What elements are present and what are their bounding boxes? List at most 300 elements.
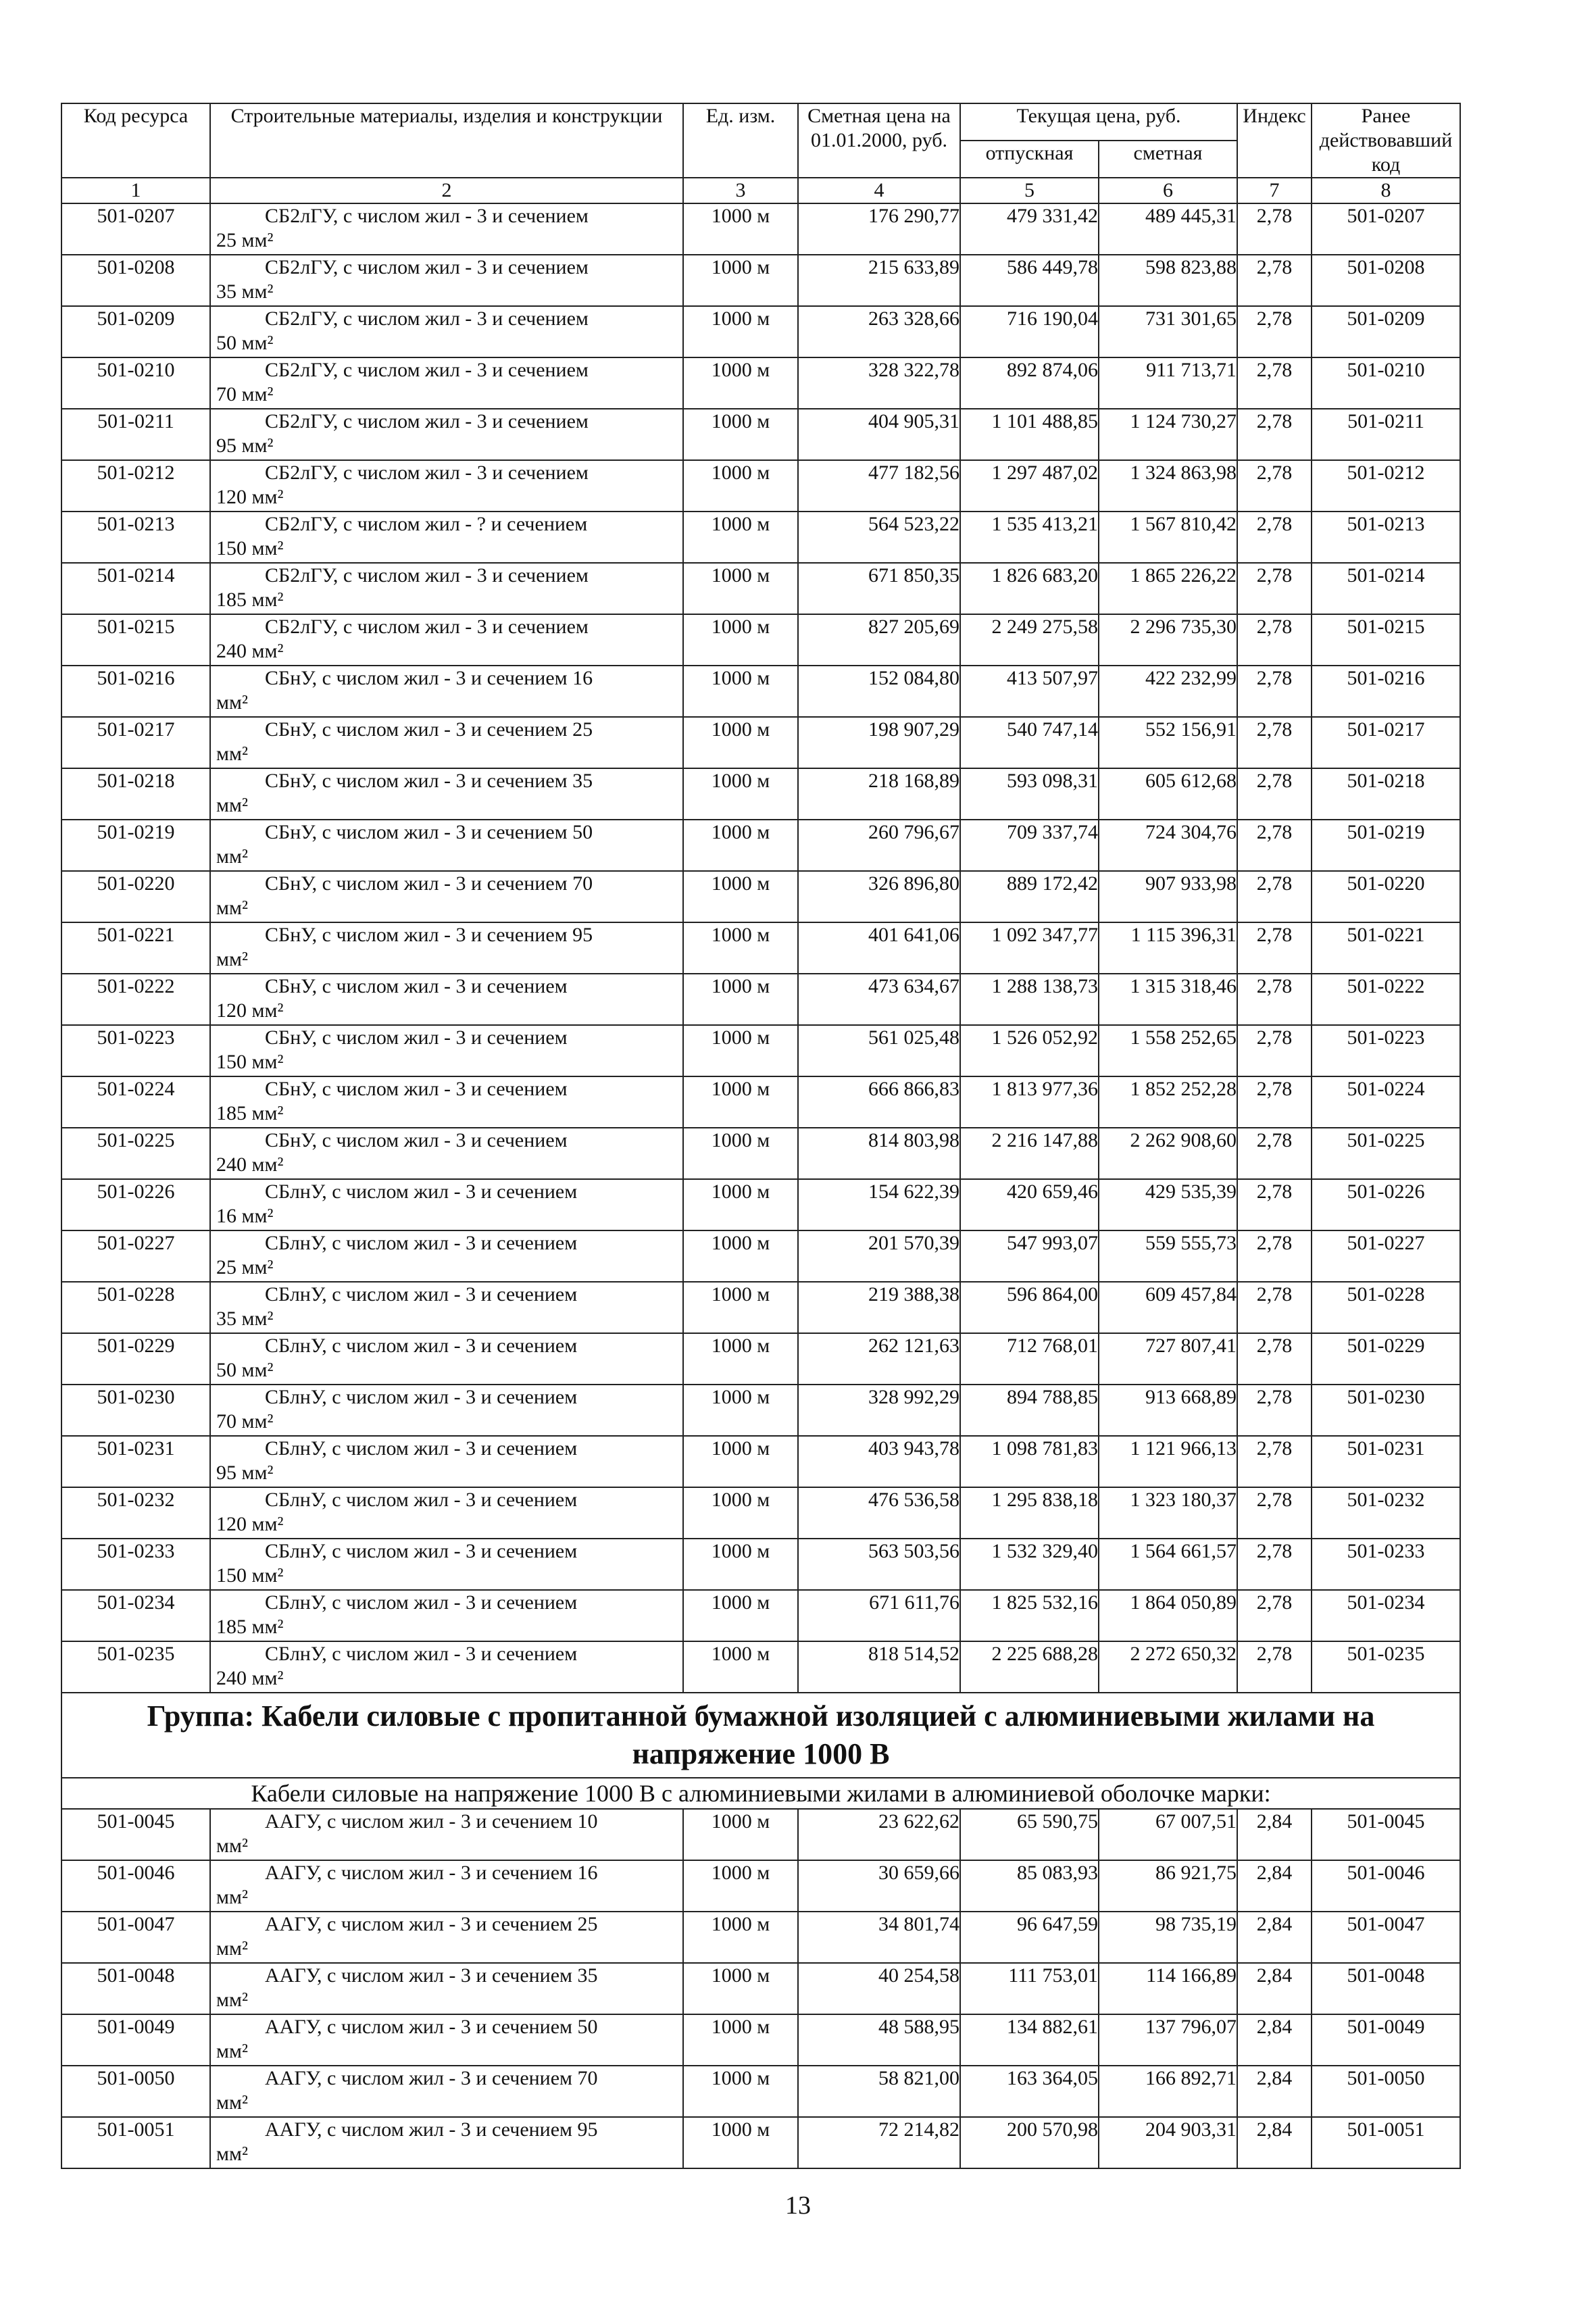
estimate-price-cell: 1 864 050,89 (1099, 1590, 1237, 1641)
description-section-size: 16 мм² (216, 1205, 274, 1227)
unit-cell: 1000 м (683, 1860, 798, 1912)
description-section-size: мм² (216, 1937, 248, 1960)
unit-cell: 1000 м (683, 512, 798, 563)
description-section-size: 120 мм² (216, 999, 284, 1022)
resource-code-cell: 501-0230 (61, 1385, 210, 1436)
estimate-price-cell: 1 558 252,65 (1099, 1025, 1237, 1076)
index-cell: 2,78 (1237, 460, 1312, 512)
column-number: 5 (960, 178, 1099, 203)
index-cell: 2,78 (1237, 1641, 1312, 1693)
estimate-price-cell: 727 807,41 (1099, 1333, 1237, 1385)
resource-code-cell: 501-0229 (61, 1333, 210, 1385)
base-price-cell: 671 850,35 (798, 563, 960, 614)
previous-code-cell: 501-0217 (1312, 717, 1460, 768)
resource-code-cell: 501-0046 (61, 1860, 210, 1912)
estimate-price-cell: 552 156,91 (1099, 717, 1237, 768)
selling-price-cell: 540 747,14 (960, 717, 1099, 768)
subgroup-heading-row (61, 1778, 1460, 1809)
description-cell (210, 1809, 683, 1860)
base-price-cell: 477 182,56 (798, 460, 960, 512)
resource-code-cell: 501-0213 (61, 512, 210, 563)
resource-code-cell: 501-0217 (61, 717, 210, 768)
resource-code-cell: 501-0223 (61, 1025, 210, 1076)
index-cell: 2,78 (1237, 974, 1312, 1025)
index-cell: 2,78 (1237, 1179, 1312, 1230)
table-row (61, 922, 1460, 974)
previous-code-cell: 501-0226 (1312, 1179, 1460, 1230)
estimate-price-cell: 1 124 730,27 (1099, 409, 1237, 460)
description-section-size: мм² (216, 2091, 248, 2114)
unit-cell: 1000 м (683, 974, 798, 1025)
description-section-size: 150 мм² (216, 1051, 284, 1073)
index-cell: 2,84 (1237, 1912, 1312, 1963)
estimate-price-cell: 731 301,65 (1099, 306, 1237, 357)
description-line: ААГУ, с числом жил - 3 и сечением 50 (265, 2016, 598, 2038)
estimate-price-cell: 913 668,89 (1099, 1385, 1237, 1436)
description-line: СБ2лГУ, с числом жил - ? и сечением (265, 513, 588, 535)
previous-code-cell: 501-0046 (1312, 1860, 1460, 1912)
description-cell (210, 1385, 683, 1436)
description-line: СБнУ, с числом жил - 3 и сечением (265, 1129, 568, 1151)
resource-code-cell: 501-0047 (61, 1912, 210, 1963)
table-row (61, 1025, 1460, 1076)
selling-price-cell: 1 813 977,36 (960, 1076, 1099, 1128)
index-cell: 2,84 (1237, 2014, 1312, 2066)
description-cell (210, 1963, 683, 2014)
previous-code-cell: 501-0047 (1312, 1912, 1460, 1963)
estimate-price-cell: 67 007,51 (1099, 1809, 1237, 1860)
estimate-price-cell: 1 852 252,28 (1099, 1076, 1237, 1128)
description-cell (210, 512, 683, 563)
previous-code-cell: 501-0208 (1312, 255, 1460, 306)
description-line: СБнУ, с числом жил - 3 и сечением 70 (265, 872, 593, 895)
previous-code-cell: 501-0218 (1312, 768, 1460, 820)
base-price-cell: 48 588,95 (798, 2014, 960, 2066)
index-cell: 2,78 (1237, 306, 1312, 357)
unit-cell: 1000 м (683, 666, 798, 717)
description-line: СБнУ, с числом жил - 3 и сечением 35 (265, 770, 593, 792)
resource-code-cell: 501-0224 (61, 1076, 210, 1128)
description-line: СБ2лГУ, с числом жил - 3 и сечением (265, 256, 589, 278)
column-number: 6 (1099, 178, 1237, 203)
previous-code-cell: 501-0213 (1312, 512, 1460, 563)
resource-code-cell: 501-0227 (61, 1230, 210, 1282)
column-number: 3 (683, 178, 798, 203)
previous-code-cell: 501-0215 (1312, 614, 1460, 666)
description-section-size: мм² (216, 794, 248, 816)
description-section-size: мм² (216, 1835, 248, 1857)
selling-price-cell: 894 788,85 (960, 1385, 1099, 1436)
table-row (61, 1539, 1460, 1590)
table-row (61, 1385, 1460, 1436)
column-number: 2 (210, 178, 683, 203)
unit-cell: 1000 м (683, 1912, 798, 1963)
index-cell: 2,78 (1237, 1128, 1312, 1179)
description-line: СБнУ, с числом жил - 3 и сечением 95 (265, 924, 593, 946)
previous-code-cell: 501-0220 (1312, 871, 1460, 922)
previous-code-cell: 501-0225 (1312, 1128, 1460, 1179)
description-line: СБнУ, с числом жил - 3 и сечением (265, 1078, 568, 1100)
base-price-cell: 176 290,77 (798, 203, 960, 255)
estimate-price-cell: 2 272 650,32 (1099, 1641, 1237, 1693)
description-line: СБ2лГУ, с числом жил - 3 и сечением (265, 564, 589, 587)
description-line: ААГУ, с числом жил - 3 и сечением 95 (265, 2118, 598, 2141)
description-line: СБлнУ, с числом жил - 3 и сечением (265, 1643, 578, 1665)
description-line: СБлнУ, с числом жил - 3 и сечением (265, 1180, 578, 1203)
previous-code-cell: 501-0233 (1312, 1539, 1460, 1590)
resource-code-cell: 501-0045 (61, 1809, 210, 1860)
estimate-price-cell: 2 262 908,60 (1099, 1128, 1237, 1179)
previous-code-cell: 501-0048 (1312, 1963, 1460, 2014)
table-row (61, 460, 1460, 512)
resource-code-cell: 501-0214 (61, 563, 210, 614)
resource-code-cell: 501-0234 (61, 1590, 210, 1641)
selling-price-cell: 1 526 052,92 (960, 1025, 1099, 1076)
header-estimate-price: сметная (1099, 141, 1237, 178)
unit-cell: 1000 м (683, 203, 798, 255)
description-cell (210, 1436, 683, 1487)
unit-cell: 1000 м (683, 1333, 798, 1385)
description-section-size: 240 мм² (216, 640, 284, 662)
estimate-price-cell: 1 121 966,13 (1099, 1436, 1237, 1487)
description-section-size: 50 мм² (216, 1359, 274, 1381)
resource-code-cell: 501-0231 (61, 1436, 210, 1487)
description-line: СБнУ, с числом жил - 3 и сечением (265, 1026, 568, 1049)
resource-code-cell: 501-0220 (61, 871, 210, 922)
resource-code-cell: 501-0048 (61, 1963, 210, 2014)
unit-cell: 1000 м (683, 1128, 798, 1179)
unit-cell: 1000 м (683, 357, 798, 409)
description-cell (210, 1282, 683, 1333)
previous-code-cell: 501-0207 (1312, 203, 1460, 255)
index-cell: 2,78 (1237, 820, 1312, 871)
selling-price-cell: 1 098 781,83 (960, 1436, 1099, 1487)
index-cell: 2,78 (1237, 203, 1312, 255)
table-row (61, 563, 1460, 614)
base-price-cell: 671 611,76 (798, 1590, 960, 1641)
base-price-cell: 34 801,74 (798, 1912, 960, 1963)
unit-cell: 1000 м (683, 409, 798, 460)
index-cell: 2,84 (1237, 1963, 1312, 2014)
index-cell: 2,78 (1237, 409, 1312, 460)
resource-code-cell: 501-0049 (61, 2014, 210, 2066)
resource-code-cell: 501-0218 (61, 768, 210, 820)
previous-code-cell: 501-0230 (1312, 1385, 1460, 1436)
table-row (61, 512, 1460, 563)
description-cell (210, 2066, 683, 2117)
previous-code-cell: 501-0214 (1312, 563, 1460, 614)
base-price-cell: 154 622,39 (798, 1179, 960, 1230)
estimate-price-cell: 137 796,07 (1099, 2014, 1237, 2066)
unit-cell: 1000 м (683, 871, 798, 922)
header-unit: Ед. изм. (683, 103, 798, 178)
description-cell (210, 1025, 683, 1076)
estimate-price-cell: 422 232,99 (1099, 666, 1237, 717)
estimate-price-cell: 86 921,75 (1099, 1860, 1237, 1912)
description-section-size: мм² (216, 691, 248, 714)
description-cell (210, 460, 683, 512)
description-cell (210, 666, 683, 717)
selling-price-cell: 586 449,78 (960, 255, 1099, 306)
subgroup-title: Кабели силовые на напряжение 1000 В с алюминиевыми жилами в алюминиевой оболочке марки: (61, 1778, 1460, 1809)
selling-price-cell: 1 532 329,40 (960, 1539, 1099, 1590)
description-section-size: 50 мм² (216, 332, 274, 354)
table-row (61, 1436, 1460, 1487)
previous-code-cell: 501-0235 (1312, 1641, 1460, 1693)
description-cell (210, 255, 683, 306)
selling-price-cell: 1 101 488,85 (960, 409, 1099, 460)
column-number: 8 (1312, 178, 1460, 203)
description-section-size: 70 мм² (216, 1410, 274, 1433)
previous-code-cell: 501-0234 (1312, 1590, 1460, 1641)
unit-cell: 1000 м (683, 306, 798, 357)
selling-price-cell: 2 249 275,58 (960, 614, 1099, 666)
estimate-price-cell: 559 555,73 (1099, 1230, 1237, 1282)
table-row (61, 203, 1460, 255)
selling-price-cell: 85 083,93 (960, 1860, 1099, 1912)
resource-code-cell: 501-0221 (61, 922, 210, 974)
table-row (61, 306, 1460, 357)
description-cell (210, 1076, 683, 1128)
previous-code-cell: 501-0050 (1312, 2066, 1460, 2117)
unit-cell: 1000 м (683, 1487, 798, 1539)
resource-code-cell: 501-0225 (61, 1128, 210, 1179)
estimate-price-cell: 1 115 396,31 (1099, 922, 1237, 974)
description-section-size: 150 мм² (216, 537, 284, 559)
description-section-size: 120 мм² (216, 486, 284, 508)
table-row (61, 1333, 1460, 1385)
index-cell: 2,78 (1237, 563, 1312, 614)
description-line: СБлнУ, с числом жил - 3 и сечением (265, 1540, 578, 1562)
unit-cell: 1000 м (683, 2014, 798, 2066)
description-line: СБлнУ, с числом жил - 3 и сечением (265, 1335, 578, 1357)
description-line: СБлнУ, с числом жил - 3 и сечением (265, 1437, 578, 1460)
index-cell: 2,78 (1237, 1333, 1312, 1385)
table-row (61, 1641, 1460, 1693)
resource-code-cell: 501-0216 (61, 666, 210, 717)
table-row (61, 1809, 1460, 1860)
description-cell (210, 820, 683, 871)
index-cell: 2,84 (1237, 2066, 1312, 2117)
description-cell (210, 1179, 683, 1230)
estimate-price-cell: 1 567 810,42 (1099, 512, 1237, 563)
table-row (61, 357, 1460, 409)
description-line: СБ2лГУ, с числом жил - 3 и сечением (265, 410, 589, 432)
description-cell (210, 768, 683, 820)
previous-code-cell: 501-0210 (1312, 357, 1460, 409)
base-price-cell: 40 254,58 (798, 1963, 960, 2014)
resource-code-cell: 501-0211 (61, 409, 210, 460)
base-price-cell: 263 328,66 (798, 306, 960, 357)
previous-code-cell: 501-0224 (1312, 1076, 1460, 1128)
base-price-cell: 198 907,29 (798, 717, 960, 768)
index-cell: 2,78 (1237, 1539, 1312, 1590)
description-section-size: мм² (216, 845, 248, 868)
selling-price-cell: 1 295 838,18 (960, 1487, 1099, 1539)
base-price-cell: 666 866,83 (798, 1076, 960, 1128)
selling-price-cell: 420 659,46 (960, 1179, 1099, 1230)
unit-cell: 1000 м (683, 1809, 798, 1860)
selling-price-cell: 1 825 532,16 (960, 1590, 1099, 1641)
base-price-cell: 403 943,78 (798, 1436, 960, 1487)
table-row (61, 666, 1460, 717)
previous-code-cell: 501-0219 (1312, 820, 1460, 871)
estimate-price-cell: 1 564 661,57 (1099, 1539, 1237, 1590)
index-cell: 2,78 (1237, 1487, 1312, 1539)
estimate-price-cell: 2 296 735,30 (1099, 614, 1237, 666)
group-heading-row (61, 1693, 1460, 1778)
table-row (61, 871, 1460, 922)
unit-cell: 1000 м (683, 255, 798, 306)
unit-cell: 1000 м (683, 563, 798, 614)
selling-price-cell: 596 864,00 (960, 1282, 1099, 1333)
description-cell (210, 203, 683, 255)
description-section-size: 35 мм² (216, 1308, 274, 1330)
index-cell: 2,78 (1237, 1025, 1312, 1076)
description-section-size: мм² (216, 2143, 248, 2165)
selling-price-cell: 709 337,74 (960, 820, 1099, 871)
resource-code-cell: 501-0233 (61, 1539, 210, 1590)
table-row (61, 1230, 1460, 1282)
previous-code-cell: 501-0212 (1312, 460, 1460, 512)
description-cell (210, 409, 683, 460)
selling-price-cell: 892 874,06 (960, 357, 1099, 409)
table-row (61, 1912, 1460, 1963)
index-cell: 2,78 (1237, 512, 1312, 563)
description-line: ААГУ, с числом жил - 3 и сечением 16 (265, 1862, 598, 1884)
table-row (61, 1282, 1460, 1333)
base-price-cell: 215 633,89 (798, 255, 960, 306)
estimate-price-cell: 204 903,31 (1099, 2117, 1237, 2168)
description-line: ААГУ, с числом жил - 3 и сечением 70 (265, 2067, 598, 2089)
description-cell (210, 1230, 683, 1282)
header-materials: Строительные материалы, изделия и конструкции (210, 103, 683, 178)
unit-cell: 1000 м (683, 1436, 798, 1487)
selling-price-cell: 163 364,05 (960, 2066, 1099, 2117)
table-row (61, 2117, 1460, 2168)
estimate-price-cell: 166 892,71 (1099, 2066, 1237, 2117)
index-cell: 2,84 (1237, 2117, 1312, 2168)
base-price-cell: 218 168,89 (798, 768, 960, 820)
description-line: СБнУ, с числом жил - 3 и сечением 50 (265, 821, 593, 843)
unit-cell: 1000 м (683, 2066, 798, 2117)
description-section-size: 95 мм² (216, 1462, 274, 1484)
description-cell (210, 871, 683, 922)
estimate-price-cell: 911 713,71 (1099, 357, 1237, 409)
table-row (61, 614, 1460, 666)
table-body-group-b (61, 1809, 1460, 2168)
unit-cell: 1000 м (683, 2117, 798, 2168)
description-section-size: 185 мм² (216, 589, 284, 611)
unit-cell: 1000 м (683, 1282, 798, 1333)
estimate-price-cell: 114 166,89 (1099, 1963, 1237, 2014)
resource-code-cell: 501-0222 (61, 974, 210, 1025)
description-cell (210, 563, 683, 614)
base-price-cell: 72 214,82 (798, 2117, 960, 2168)
unit-cell: 1000 м (683, 460, 798, 512)
estimate-price-cell: 907 933,98 (1099, 871, 1237, 922)
description-line: СБлнУ, с числом жил - 3 и сечением (265, 1232, 578, 1254)
base-price-cell: 219 388,38 (798, 1282, 960, 1333)
header-estimated-price-2000: Сметная цена на 01.01.2000, руб. (798, 103, 960, 178)
previous-code-cell: 501-0232 (1312, 1487, 1460, 1539)
table-row (61, 1590, 1460, 1641)
description-line: СБлнУ, с числом жил - 3 и сечением (265, 1489, 578, 1511)
header-previous-code: Ранее действовавший код (1312, 103, 1460, 178)
selling-price-cell: 1 535 413,21 (960, 512, 1099, 563)
selling-price-cell: 2 216 147,88 (960, 1128, 1099, 1179)
base-price-cell: 476 536,58 (798, 1487, 960, 1539)
index-cell: 2,78 (1237, 768, 1312, 820)
previous-code-cell: 501-0051 (1312, 2117, 1460, 2168)
base-price-cell: 152 084,80 (798, 666, 960, 717)
description-section-size: 150 мм² (216, 1564, 284, 1587)
index-cell: 2,78 (1237, 922, 1312, 974)
table-row (61, 717, 1460, 768)
estimate-price-cell: 98 735,19 (1099, 1912, 1237, 1963)
selling-price-cell: 479 331,42 (960, 203, 1099, 255)
selling-price-cell: 1 297 487,02 (960, 460, 1099, 512)
index-cell: 2,78 (1237, 1282, 1312, 1333)
resource-code-cell: 501-0235 (61, 1641, 210, 1693)
estimate-price-cell: 598 823,88 (1099, 255, 1237, 306)
resource-code-cell: 501-0208 (61, 255, 210, 306)
description-section-size: 185 мм² (216, 1616, 284, 1638)
resource-code-cell: 501-0050 (61, 2066, 210, 2117)
table-row (61, 768, 1460, 820)
table-row (61, 1860, 1460, 1912)
resource-code-cell: 501-0210 (61, 357, 210, 409)
previous-code-cell: 501-0209 (1312, 306, 1460, 357)
base-price-cell: 328 992,29 (798, 1385, 960, 1436)
description-cell (210, 1590, 683, 1641)
previous-code-cell: 501-0231 (1312, 1436, 1460, 1487)
selling-price-cell: 712 768,01 (960, 1333, 1099, 1385)
description-line: СБ2лГУ, с числом жил - 3 и сечением (265, 462, 589, 484)
description-section-size: 35 мм² (216, 280, 274, 303)
base-price-cell: 563 503,56 (798, 1539, 960, 1590)
description-cell (210, 1641, 683, 1693)
table-body-group-a (61, 203, 1460, 1693)
index-cell: 2,78 (1237, 357, 1312, 409)
selling-price-cell: 1 826 683,20 (960, 563, 1099, 614)
header-index: Индекс (1237, 103, 1312, 178)
description-section-size: мм² (216, 1886, 248, 1908)
description-section-size: мм² (216, 948, 248, 970)
description-section-size: мм² (216, 2040, 248, 2062)
table-row (61, 1179, 1460, 1230)
previous-code-cell: 501-0221 (1312, 922, 1460, 974)
description-section-size: 185 мм² (216, 1102, 284, 1124)
description-section-size: 25 мм² (216, 1256, 274, 1278)
description-section-size: мм² (216, 897, 248, 919)
table-row (61, 820, 1460, 871)
selling-price-cell: 1 288 138,73 (960, 974, 1099, 1025)
index-cell: 2,78 (1237, 1436, 1312, 1487)
description-section-size: 70 мм² (216, 383, 274, 405)
resource-code-cell: 501-0212 (61, 460, 210, 512)
estimate-price-cell: 1 865 226,22 (1099, 563, 1237, 614)
column-number-row (61, 178, 1460, 203)
table-row (61, 409, 1460, 460)
page-number: 13 (785, 2191, 811, 2220)
selling-price-cell: 889 172,42 (960, 871, 1099, 922)
base-price-cell: 473 634,67 (798, 974, 960, 1025)
unit-cell: 1000 м (683, 717, 798, 768)
description-section-size: 240 мм² (216, 1667, 284, 1689)
resource-code-cell: 501-0232 (61, 1487, 210, 1539)
group-heading-section (61, 1693, 1460, 1809)
